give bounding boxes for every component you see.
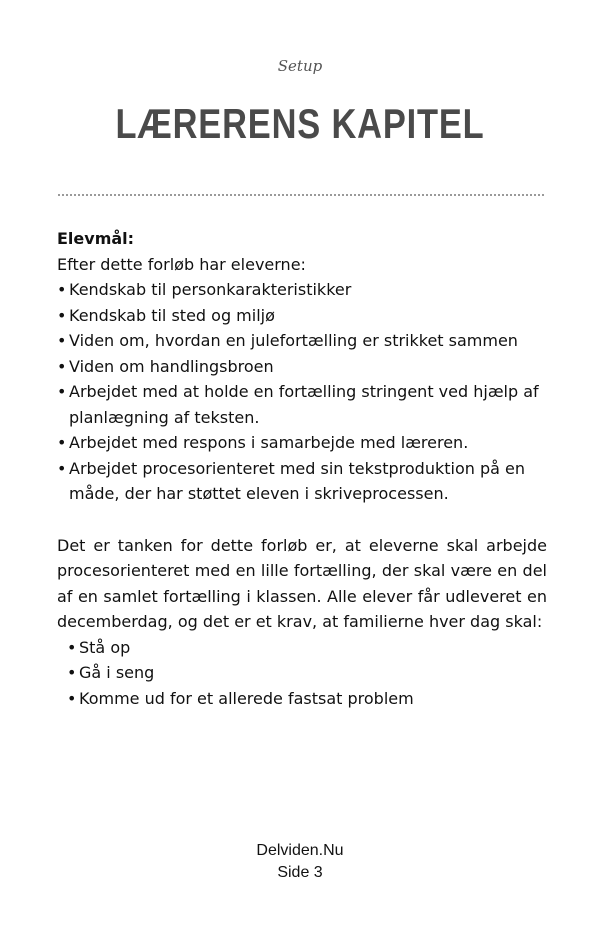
bullet-icon: •	[67, 663, 77, 682]
dotted-divider	[58, 194, 544, 196]
bullet-icon: •	[57, 305, 67, 325]
bullet-icon: •	[57, 458, 67, 478]
bullet-icon: •	[57, 382, 67, 401]
page-footer	[0, 840, 600, 884]
bullet-icon: •	[57, 356, 67, 376]
body-paragraph: Det er tanken for dette forløb er, at eleverne skal arbejde procesorienteret med en lille fortælling, der skal være en del af en samlet fortælling i klassen. Alle elever får udleveret en decemberdag, og det er et krav, at familierne hver dag skal:	[57, 535, 547, 631]
list-item: • Arbejdet procesorienteret med sin tekstproduktion på en måde, der har støttet eleven i skriveprocessen.	[57, 456, 547, 507]
list-item: • Viden om, hvordan en julefortælling er strikket sammen	[57, 328, 547, 354]
page-number: Side 3	[277, 864, 323, 881]
requirements-list	[67, 635, 547, 712]
bullet-icon: •	[57, 433, 67, 452]
footer-site: Delviden.Nu	[256, 842, 344, 859]
list-item: • Gå i seng	[67, 660, 547, 686]
bullet-icon: •	[57, 331, 67, 350]
list-item: • Kendskab til personkarakteristikker	[57, 277, 547, 303]
bullet-icon: •	[67, 637, 77, 657]
goals-intro: Efter dette forløb har eleverne:	[57, 254, 306, 274]
list-item: • Kendskab til sted og miljø	[57, 303, 547, 329]
main-content	[57, 226, 547, 711]
page-title: LÆRERENS KAPITEL	[115, 100, 485, 147]
bullet-icon: •	[67, 688, 77, 708]
goals-heading: Elevmål:	[57, 229, 135, 248]
goals-list	[57, 277, 547, 507]
list-item: • Viden om handlingsbroen	[57, 354, 547, 380]
list-item: • Stå op	[67, 635, 547, 661]
bullet-icon: •	[57, 280, 67, 299]
list-item: • Komme ud for et allerede fastsat problem	[67, 686, 547, 712]
list-item: • Arbejdet med respons i samarbejde med læreren.	[57, 430, 547, 456]
section-subtitle: Setup	[277, 57, 323, 75]
list-item: • Arbejdet med at holde en fortælling stringent ved hjælp af planlægning af teksten.	[57, 379, 547, 430]
